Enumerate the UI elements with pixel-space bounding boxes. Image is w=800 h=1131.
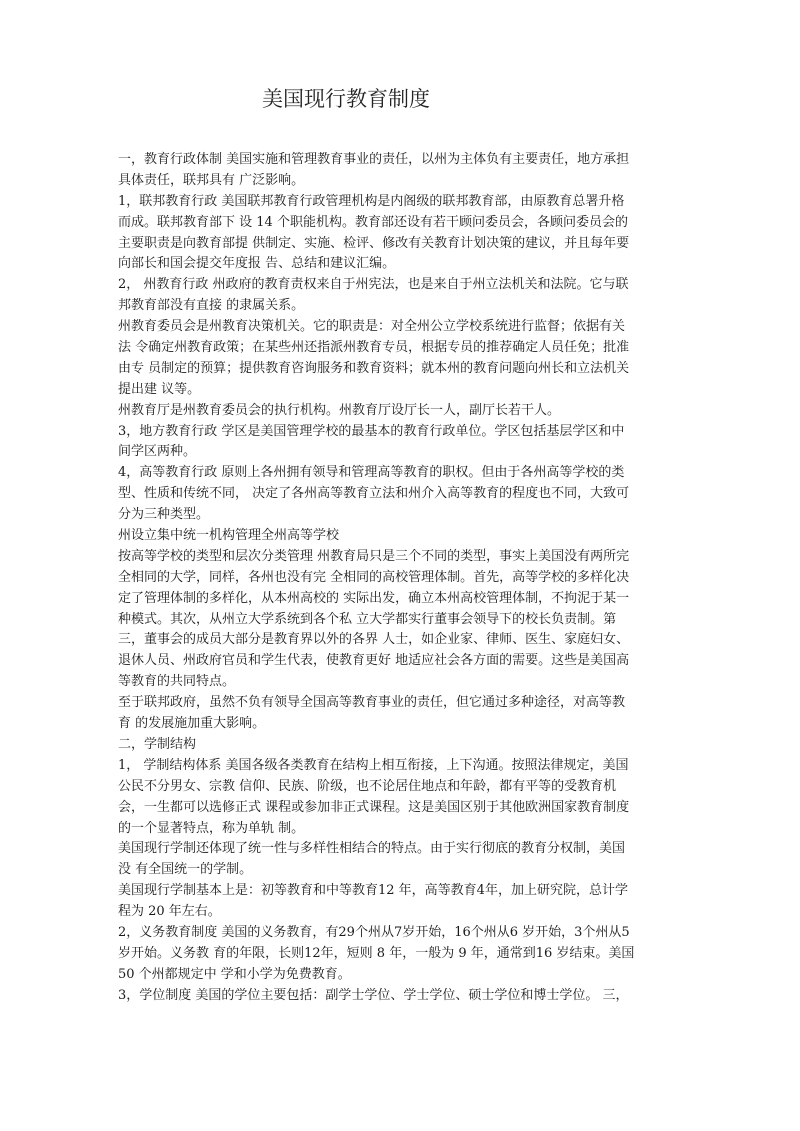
text-line: 州教育委员会是州教育决策机关。它的职责是：对全州公立学校系统进行监督；依据有关 [118,319,626,335]
text-line: 具体责任，联邦具有 广泛影响。 [118,172,305,188]
text-line: 50 个州都规定中 学和小学为免费教育。 [118,966,351,982]
text-line: 会，一生都可以选修正式 课程或参加非正式课程。这是美国区别于其他欧洲国家教育制度 [118,799,630,815]
text-line: 向部长和国会提交年度报 告、总结和建议汇编。 [118,256,396,272]
text-line: 定了管理体制的多样化，从本州高校的 实际出发，确立本州高校管理体制，不拘泥于某一 [118,590,630,606]
text-line: 4，高等教育行政 原则上各州拥有领导和管理高等教育的职权。但由于各州高等学校的类 [118,465,625,481]
document-body [118,150,690,1007]
text-line: 的一个显著特点，称为单轨 制。 [118,820,305,836]
text-line: 全相同的大学，同样，各州也没有完 全相同的高校管理体制。首先，高等学校的多样化决 [118,569,630,585]
text-line: 一，教育行政体制 美国实施和管理教育事业的责任，以州为主体负有主要责任，地方承担 [118,152,630,167]
text-line: 等教育的共同特点。 [118,674,236,690]
text-line: 程为 20 年左右。 [118,904,221,920]
text-line: 2， 州教育行政 州政府的教育责权来自于州宪法，也是来自于州立法机关和法院。它与联 [118,277,629,293]
text-line: 分为三种类型。 [118,507,210,523]
text-line: 型、性质和传统不同， 决定了各州高等教育立法和州介入高等教育的程度也不同，大致可 [118,486,630,502]
text-line: 主要职责是向教育部提 供制定、实施、检评、修改有关教育计划决策的建议，并且每年要 [118,235,630,251]
text-line: 1，联邦教育行政 美国联邦教育行政管理机构是内阁级的联邦教育部，由原教育总署升格 [118,193,625,209]
text-line: 美国现行学制还体现了统一性与多样性相结合的特点。由于实行彻底的教育分权制，美国 [118,841,626,857]
text-line: 公民不分男女、宗教 信仰、民族、阶级，也不论居住地点和年龄，都有平等的受教育机 [118,778,617,794]
text-line: 育 的发展施加重大影响。 [118,716,266,732]
text-line: 而成。联邦教育部下 设 14 个职能机构。教育部还设有若干顾问委员会，各顾问委员会的 [118,214,628,230]
text-line: 邦教育部没有直接 的隶属关系。 [118,298,305,314]
text-line: 提出建 议等。 [118,381,201,397]
text-line: 三，董事会的成员大部分是教育界以外的各界 人士，如企业家、律师、医生、家庭妇女、 [118,632,630,648]
text-line: 由专 员制定的预算；提供教育咨询服务和教育资料；就本州的教育问题向州长和立法机关 [118,360,630,376]
text-line: 3，学位制度 美国的学位主要包括：副学士学位、学士学位、硕士学位和博士学位。 三， [118,987,629,1003]
text-line: 州设立集中统一机构管理全州高等学校 [118,528,340,544]
text-line: 2，义务教育制度 美国的义务教育，有29个州从7岁开始，16个州从6 岁开始，3个州从5 [118,924,630,940]
text-line: 岁开始。义务教 育的年限，长则12年，短则 8 年，一般为 9 年，通常到16 岁结束。美国 [118,945,635,961]
text-line: 州教育厅是州教育委员会的执行机构。州教育厅设厅长一人，副厅长若干人。 [118,402,561,418]
text-line: 没 有全国统一的学制。 [118,862,253,878]
text-line: 按高等学校的类型和层次分类管理 州教育局只是三个不同的类型，事实上美国没有两所完 [118,548,630,564]
text-line: 法 令确定州教育政策；在某些州还指派州教育专员，根据专员的推荐确定人员任免；批准 [118,340,630,356]
text-line: 种模式。其次，从州立大学系统到各个私 立大学都实行董事会领导下的校长负责制。第 [118,611,617,627]
text-line: 退休人员、州政府官员和学生代表，使教育更好 地适应社会各方面的需要。这些是美国高 [118,653,630,669]
text-line: 3，地方教育行政 学区是美国管理学校的最基本的教育行政单位。学区包括基层学区和中 [118,423,625,439]
text-line: 美国现行学制基本上是：初等教育和中等教育12 年，高等教育4年，加上研究院，总计学 [118,883,628,899]
text-line: 1， 学制结构体系 美国各级各类教育在结构上相互衔接，上下沟通。按照法律规定，美国 [118,757,629,773]
text-line: 间学区两种。 [118,444,197,460]
text-line: 至于联邦政府，虽然不负有领导全国高等教育事业的责任，但它通过多种途径，对高等教 [118,695,626,711]
text-line: 二，学制结构 [118,736,197,752]
document-title: 美国现行教育制度 [262,87,430,111]
